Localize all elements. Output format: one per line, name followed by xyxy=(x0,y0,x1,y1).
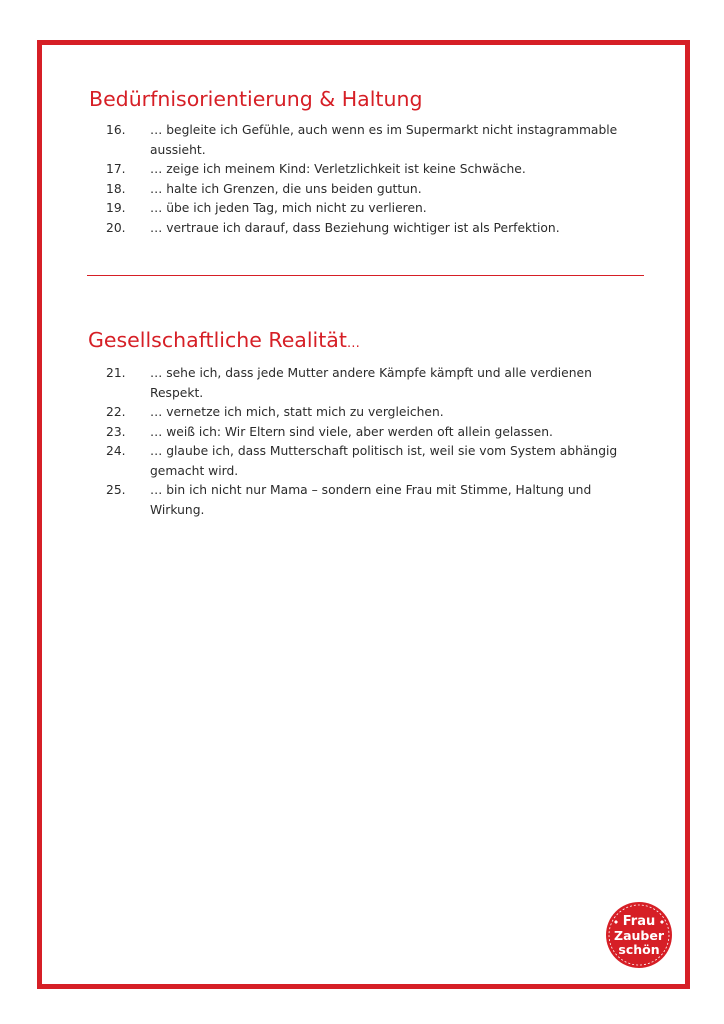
section-title-ellipsis: … xyxy=(346,336,360,351)
item-number: 16. xyxy=(106,123,126,137)
item-number: 24. xyxy=(106,444,126,458)
item-text: … zeige ich meinem Kind: Verletzlichkeit ist keine Schwäche. xyxy=(150,162,526,176)
list-item xyxy=(100,403,640,423)
list-item xyxy=(100,121,640,160)
item-text: … übe ich jeden Tag, mich nicht zu verlieren. xyxy=(150,201,427,215)
item-text: … bin ich nicht nur Mama – sondern eine Frau mit Stimme, Haltung und Wirkung. xyxy=(150,483,592,517)
list-society xyxy=(100,364,640,520)
item-text: … weiß ich: Wir Eltern sind viele, aber werden oft allein gelassen. xyxy=(150,424,553,439)
item-number: 22. xyxy=(106,405,126,419)
list-item xyxy=(100,160,640,180)
logo-text-line2: Zauber xyxy=(614,928,664,943)
section-title-needs: Bedürfnisorientierung & Haltung xyxy=(89,87,423,111)
item-text: … sehe ich, dass jede Mutter andere Kämpfe kämpft und alle verdienen Respekt. xyxy=(150,366,592,400)
list-item xyxy=(100,199,640,219)
list-item xyxy=(100,442,640,481)
frau-zauberschoen-logo xyxy=(604,900,674,970)
item-number: 20. xyxy=(106,220,126,235)
section-title-society xyxy=(88,328,360,352)
item-number: 18. xyxy=(106,181,126,196)
item-number: 19. xyxy=(106,201,126,215)
item-number: 21. xyxy=(106,366,126,380)
list-item xyxy=(100,481,640,520)
section-divider xyxy=(87,275,644,276)
logo-text-line3: schön xyxy=(618,942,660,957)
item-text: … glaube ich, dass Mutterschaft politisch ist, weil sie vom System abhängig gemacht wird. xyxy=(150,444,618,478)
item-text: … vertraue ich darauf, dass Beziehung wichtiger ist als Perfektion. xyxy=(150,220,560,235)
section-title-society-text: Gesellschaftliche Realität xyxy=(88,328,347,352)
item-text: … begleite ich Gefühle, auch wenn es im Supermarkt nicht instagrammable aussieht. xyxy=(150,123,618,157)
list-needs xyxy=(100,121,640,238)
logo-text-line1: Frau xyxy=(622,914,656,929)
item-number: 17. xyxy=(106,162,126,176)
list-item xyxy=(100,180,640,200)
item-number: 23. xyxy=(106,424,126,439)
item-text: … halte ich Grenzen, die uns beiden guttun. xyxy=(150,181,422,196)
list-item xyxy=(100,423,640,443)
item-text: … vernetze ich mich, statt mich zu vergleichen. xyxy=(150,405,444,419)
list-item xyxy=(100,364,640,403)
item-number: 25. xyxy=(106,483,126,497)
list-item xyxy=(100,219,640,239)
